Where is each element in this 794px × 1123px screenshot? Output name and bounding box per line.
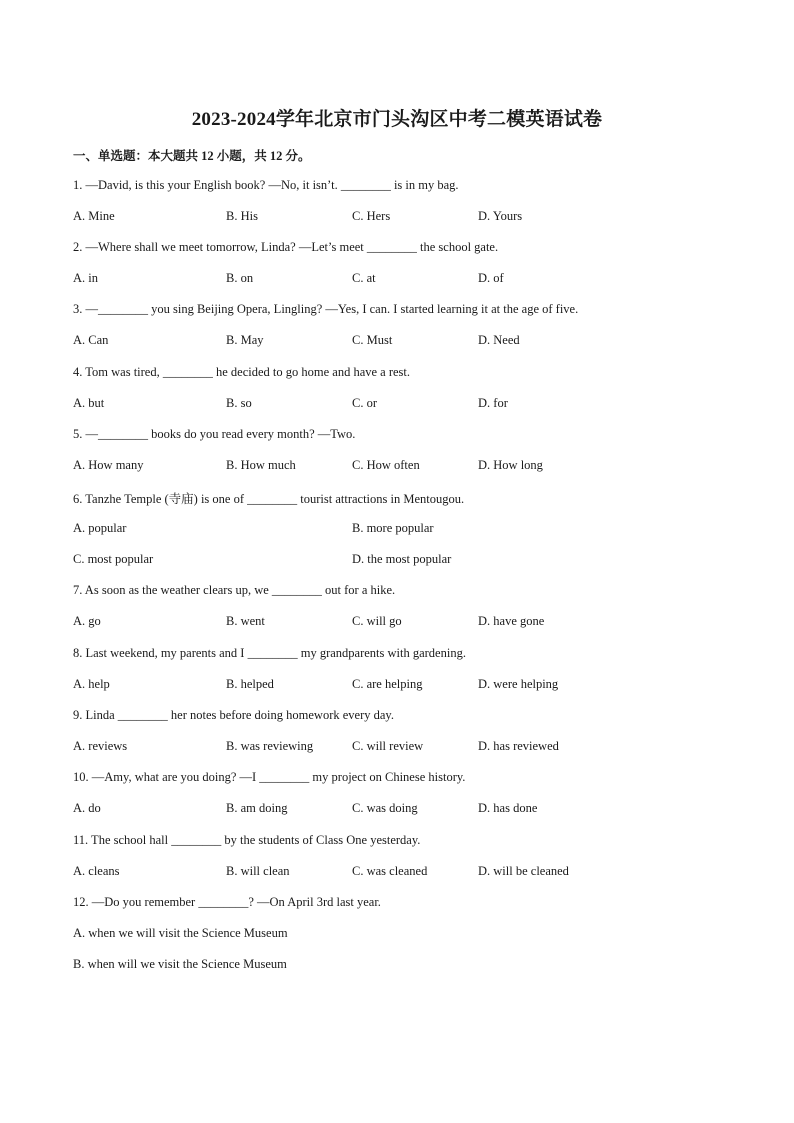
- option-a[interactable]: A. go: [73, 614, 101, 628]
- question-stem: 6. Tanzhe Temple (寺庙) is one of ________ tourist attractions in Mentougou.: [73, 492, 465, 506]
- option-b[interactable]: B. when will we visit the Science Museum: [73, 957, 287, 971]
- option-a[interactable]: A. do: [73, 801, 101, 815]
- option-b[interactable]: B. went: [226, 614, 265, 628]
- option-c[interactable]: C. at: [352, 271, 376, 285]
- option-c[interactable]: C. or: [352, 396, 377, 410]
- question-stem: 4. Tom was tired, ________ he decided to go home and have a rest.: [73, 365, 411, 379]
- option-a[interactable]: A. in: [73, 271, 98, 285]
- option-b[interactable]: B. will clean: [226, 864, 290, 878]
- option-a[interactable]: A. when we will visit the Science Museum: [73, 926, 288, 940]
- option-c[interactable]: C. Hers: [352, 209, 391, 223]
- option-d[interactable]: D. has reviewed: [478, 739, 559, 753]
- option-d[interactable]: D. Need: [478, 333, 520, 347]
- option-c[interactable]: C. How often: [352, 458, 420, 472]
- question-stem: 11. The school hall ________ by the students of Class One yesterday.: [73, 833, 421, 847]
- option-d[interactable]: D. for: [478, 396, 508, 410]
- option-d[interactable]: D. Yours: [478, 209, 523, 223]
- option-c[interactable]: C. Must: [352, 333, 393, 347]
- option-a[interactable]: A. help: [73, 677, 110, 691]
- option-d[interactable]: D. have gone: [478, 614, 545, 628]
- option-a[interactable]: A. popular: [73, 521, 127, 535]
- page-title: 2023-2024学年北京市门头沟区中考二模英语试卷: [191, 109, 603, 130]
- option-b[interactable]: B. How much: [226, 458, 296, 472]
- option-c[interactable]: C. was cleaned: [352, 864, 428, 878]
- question-stem: 2. —Where shall we meet tomorrow, Linda? —Let’s meet ________ the school gate.: [73, 240, 499, 254]
- option-d[interactable]: D. of: [478, 271, 504, 285]
- option-b[interactable]: B. May: [226, 333, 264, 347]
- option-c[interactable]: C. will go: [352, 614, 402, 628]
- option-a[interactable]: A. but: [73, 396, 105, 410]
- option-a[interactable]: A. How many: [73, 458, 144, 472]
- section-heading: 一、单选题：本大题共 12 小题，共 12 分。: [73, 149, 311, 163]
- question-stem: 9. Linda ________ her notes before doing homework every day.: [73, 708, 394, 722]
- option-a[interactable]: A. Mine: [73, 209, 115, 223]
- question-stem: 7. As soon as the weather clears up, we ________ out for a hike.: [73, 583, 396, 597]
- option-d[interactable]: D. will be cleaned: [478, 864, 569, 878]
- option-b[interactable]: B. so: [226, 396, 252, 410]
- option-d[interactable]: D. were helping: [478, 677, 559, 691]
- option-b[interactable]: B. was reviewing: [226, 739, 314, 753]
- option-a[interactable]: A. reviews: [73, 739, 128, 753]
- question-stem: 10. —Amy, what are you doing? —I ________ my project on Chinese history.: [73, 770, 466, 784]
- option-a[interactable]: A. Can: [73, 333, 109, 347]
- option-b[interactable]: B. on: [226, 271, 254, 285]
- option-c[interactable]: C. most popular: [73, 552, 154, 566]
- option-d[interactable]: D. the most popular: [352, 552, 452, 566]
- question-stem: 5. —________ books do you read every month? —Two.: [73, 427, 356, 441]
- option-c[interactable]: C. was doing: [352, 801, 418, 815]
- option-b[interactable]: B. His: [226, 209, 258, 223]
- question-stem: 3. —________ you sing Beijing Opera, Lingling? —Yes, I can. I started learning it at the age of five.: [73, 302, 579, 316]
- question-stem: 8. Last weekend, my parents and I ________ my grandparents with gardening.: [73, 646, 466, 660]
- option-b[interactable]: B. more popular: [352, 521, 434, 535]
- option-a[interactable]: A. cleans: [73, 864, 120, 878]
- option-b[interactable]: B. helped: [226, 677, 274, 691]
- option-d[interactable]: D. How long: [478, 458, 543, 472]
- option-c[interactable]: C. will review: [352, 739, 424, 753]
- option-c[interactable]: C. are helping: [352, 677, 423, 691]
- question-stem: 12. —Do you remember ________? —On April 3rd last year.: [73, 895, 381, 909]
- question-stem: 1. —David, is this your English book? —No, it isn’t. ________ is in my bag.: [73, 178, 459, 192]
- option-d[interactable]: D. has done: [478, 801, 538, 815]
- option-b[interactable]: B. am doing: [226, 801, 288, 815]
